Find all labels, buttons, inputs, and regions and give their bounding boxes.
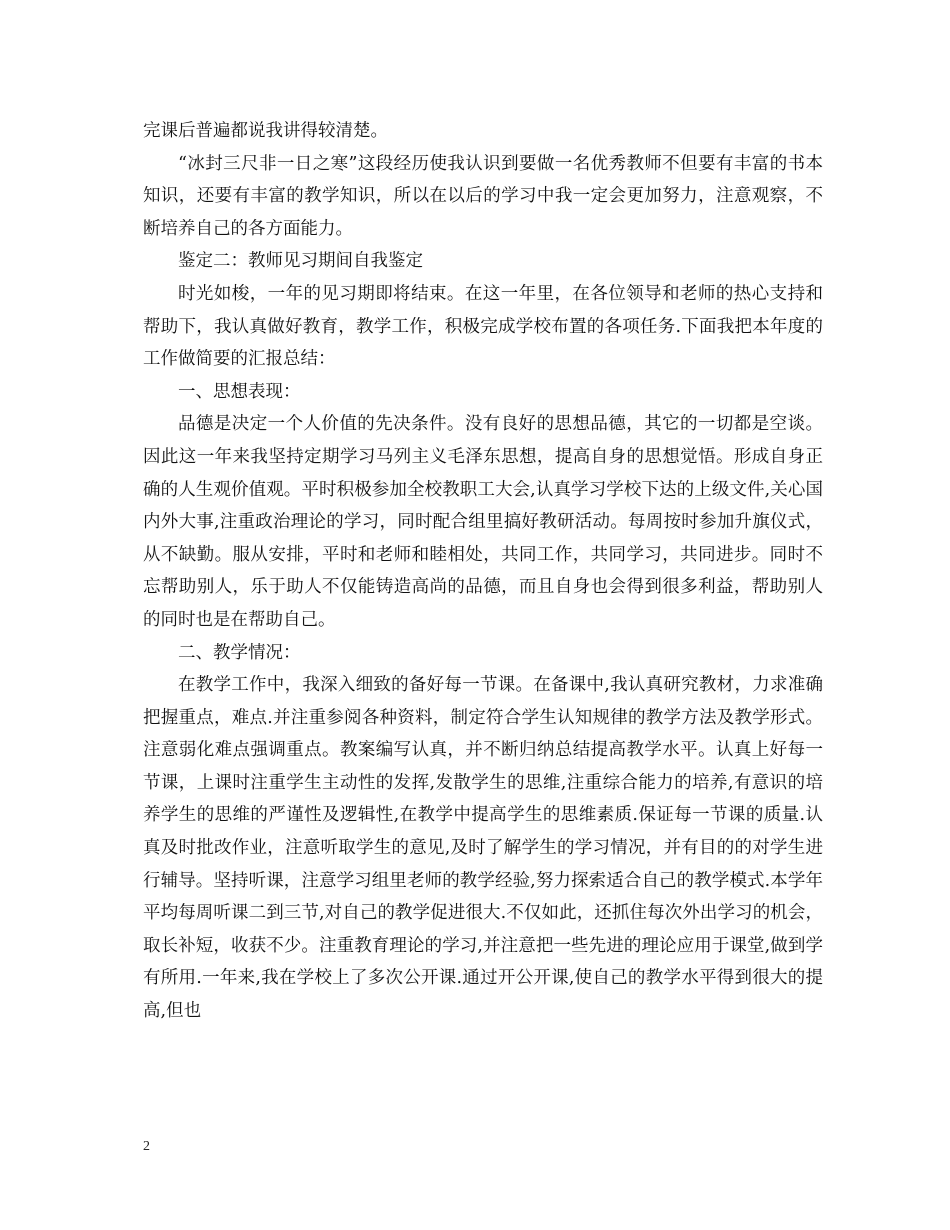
section-heading-teaching: 二、教学情况： [178, 642, 301, 663]
paragraph-teaching: 在教学工作中，我深入细致的备好每一节课。在备课中,我认真研究教材，力求准确把握重点，难点.并注重参阅各种资料，制定符合学生认知规律的教学方法及教学形式。注意弱化难点强调重点。教案编写认真，并不断归纳总结提高教学水平。认真上好每一节课，上课时注重学生主动性的发挥,发散学生的思维,注重综合能力的培养,有意识的培养学生的思维的严谨性及逻辑性,在教学中提高学生的思维素质.保证每一节课的质量.认真及时批改作业，注意听取学生的意见,及时了解学生的学习情况，并有目的的对学生进行辅导。坚持听课，注意学习组里老师的教学经验,努力探索适合自己的教学模式.本学年平均每周听课二到三节,对自己的教学促进很大.不仅如此，还抓住每次外出学习的机会，取长补短，收获不少。注重教育理论的学习,并注意把一些先进的理论应用于课堂,做到学有所用.一年来,我在学校上了多次公开课.通过开公开课,使自己的教学水平得到很大的提高,但也 [143, 675, 823, 1022]
section-heading-ideology: 一、思想表现： [178, 381, 301, 402]
paragraph-reflection: “冰封三尺非一日之寒”这段经历使我认识到要做一名优秀教师不但要有丰富的书本知识，还要有丰富的教学知识，所以在以后的学习中我一定会更加努力，注意观察，不断培养自己的各方面能力。 [143, 153, 823, 239]
page-number: 2 [143, 1139, 150, 1154]
paragraph-continuation: 完课后普遍都说我讲得较清楚。 [143, 121, 388, 141]
paragraph-intro: 时光如梭，一年的见习期即将结束。在这一年里，在各位领导和老师的热心支持和帮助下，我认真做好教育，教学工作，积极完成学校布置的各项任务.下面我把本年度的工作做简要的汇报总结： [143, 283, 823, 370]
section-heading-appraisal-two: 鉴定二：教师见习期间自我鉴定 [178, 251, 423, 272]
document-body [143, 115, 823, 1028]
paragraph-ideology: 品德是决定一个人价值的先决条件。没有良好的思想品德，其它的一切都是空谈。因此这一年来我坚持定期学习马列主义毛泽东思想，提高自身的思想觉悟。形成自身正确的人生观价值观。平时积极参加全校教职工大会,认真学习学校下达的上级文件,关心国内外大事,注重政治理论的学习，同时配合组里搞好教研活动。每周按时参加升旗仪式，从不缺勤。服从安排，平时和老师和睦相处，共同工作，共同学习，共同进步。同时不忘帮助别人，乐于助人不仅能铸造高尚的品德，而且自身也会得到很多利益，帮助别人的同时也是在帮助自己。 [143, 414, 823, 630]
